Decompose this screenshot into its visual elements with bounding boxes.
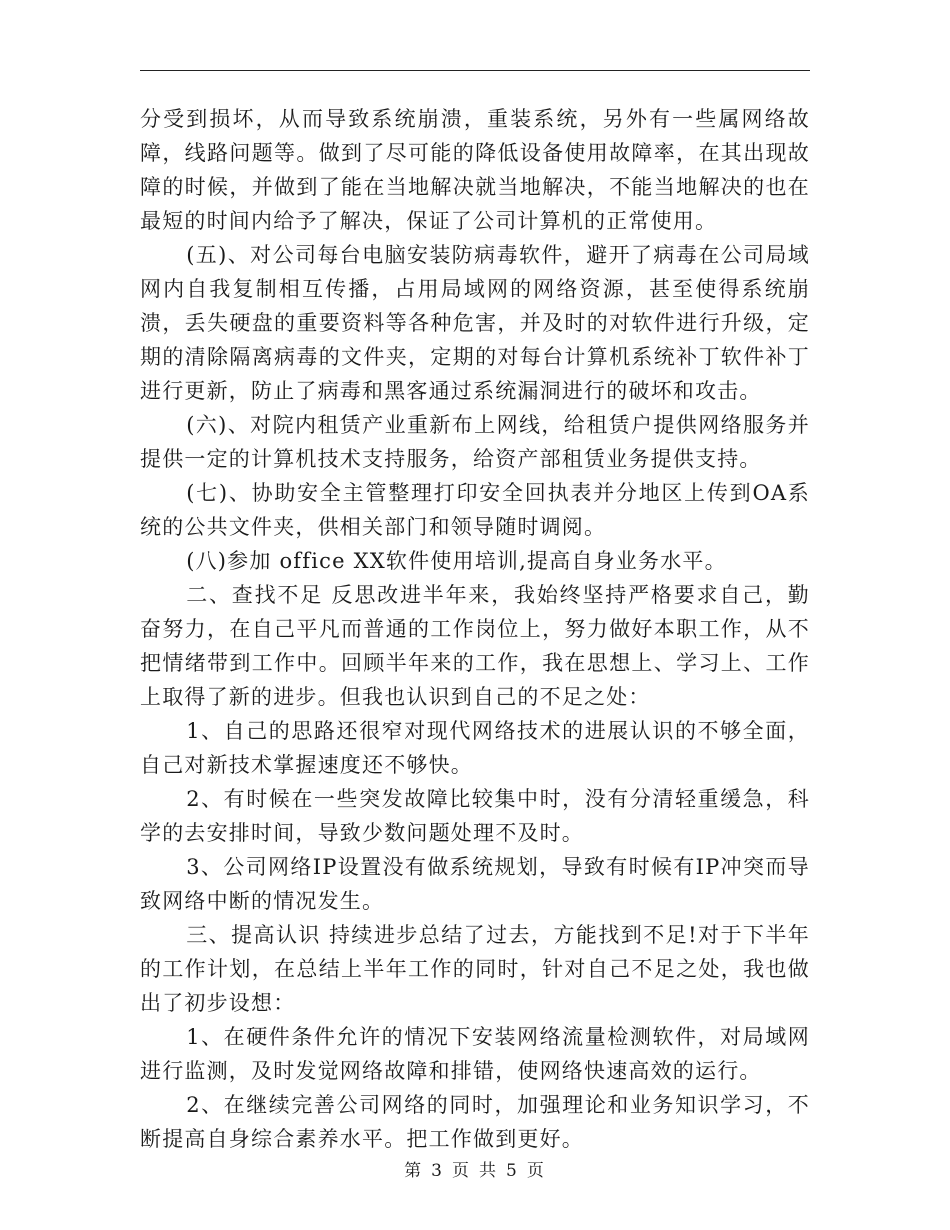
paragraph-12: 2、在继续完善公司网络的同时，加强理论和业务知识学习，不断提高自身综合素养水平。把工作做到更好。 (140, 1093, 810, 1151)
paragraph-3: (六)、对院内租赁产业重新布上网线，给租赁户提供网络服务并提供一定的计算机技术支持服务，给资产部租赁业务提供支持。 (140, 413, 810, 471)
paragraph-2: (五)、对公司每台电脑安装防病毒软件，避开了病毒在公司局域网内自我复制相互传播，占用局域网的网络资源，甚至使得系统崩溃，丢失硬盘的重要资料等各种危害，并及时的对软件进行升级，定期的清除隔离病毒的文件夹，定期的对每台计算机系统补丁软件补丁进行更新，防止了病毒和黑客通过系统漏洞进行的破坏和攻击。 (140, 243, 810, 403)
paragraph-11: 1、在硬件条件允许的情况下安装网络流量检测软件，对局域网进行监测，及时发觉网络故障和排错，使网络快速高效的运行。 (140, 1025, 810, 1083)
paragraph-8: 2、有时候在一些突发故障比较集中时，没有分清轻重缓急，科学的去安排时间，导致少数问题处理不及时。 (140, 787, 810, 845)
footer-total-label: 共 (479, 1161, 498, 1181)
footer-page-label: 第 (404, 1161, 424, 1181)
paragraph-9: 3、公司网络IP设置没有做系统规划，导致有时候有IP冲突而导致网络中断的情况发生。 (140, 855, 810, 913)
paragraph-6: 二、查找不足 反思改进半年来，我始终坚持严格要求自己，勤奋努力，在自己平凡而普通的工作岗位上，努力做好本职工作，从不把情绪带到工作中。回顾半年来的工作，我在思想上、学习上、工作上取得了新的进步。但我也认识到自己的不足之处： (140, 583, 810, 709)
paragraph-4: (七)、协助安全主管整理打印安全回执表并分地区上传到OA系统的公共文件夹，供相关部门和领导随时调阅。 (140, 481, 810, 539)
footer-total-pages: 5 (506, 1161, 519, 1181)
page-footer (0, 1156, 950, 1181)
footer-page-suffix: 页 (452, 1161, 471, 1181)
paragraph-10: 三、提高认识 持续进步总结了过去，方能找到不足!对于下半年的工作计划，在总结上半年工作的同时，针对自己不足之处，我也做出了初步设想： (140, 923, 810, 1015)
document-body (140, 102, 810, 1156)
paragraph-5: (八)参加 office XX软件使用培训,提高自身业务水平。 (186, 549, 727, 573)
paragraph-7: 1、自己的思路还很窄对现代网络技术的进展认识的不够全面，自己对新技术掌握速度还不够快。 (140, 719, 810, 777)
paragraph-1: 分受到损坏，从而导致系统崩溃，重装系统，另外有一些属网络故障，线路问题等。做到了尽可能的降低设备使用故障率，在其出现故障的时候，并做到了能在当地解决就当地解决，不能当地解决的也在最短的时间内给予了解决，保证了公司计算机的正常使用。 (140, 107, 810, 233)
header-rule (140, 70, 810, 71)
footer-total-suffix: 页 (526, 1161, 546, 1181)
footer-current-page: 3 (431, 1161, 444, 1181)
